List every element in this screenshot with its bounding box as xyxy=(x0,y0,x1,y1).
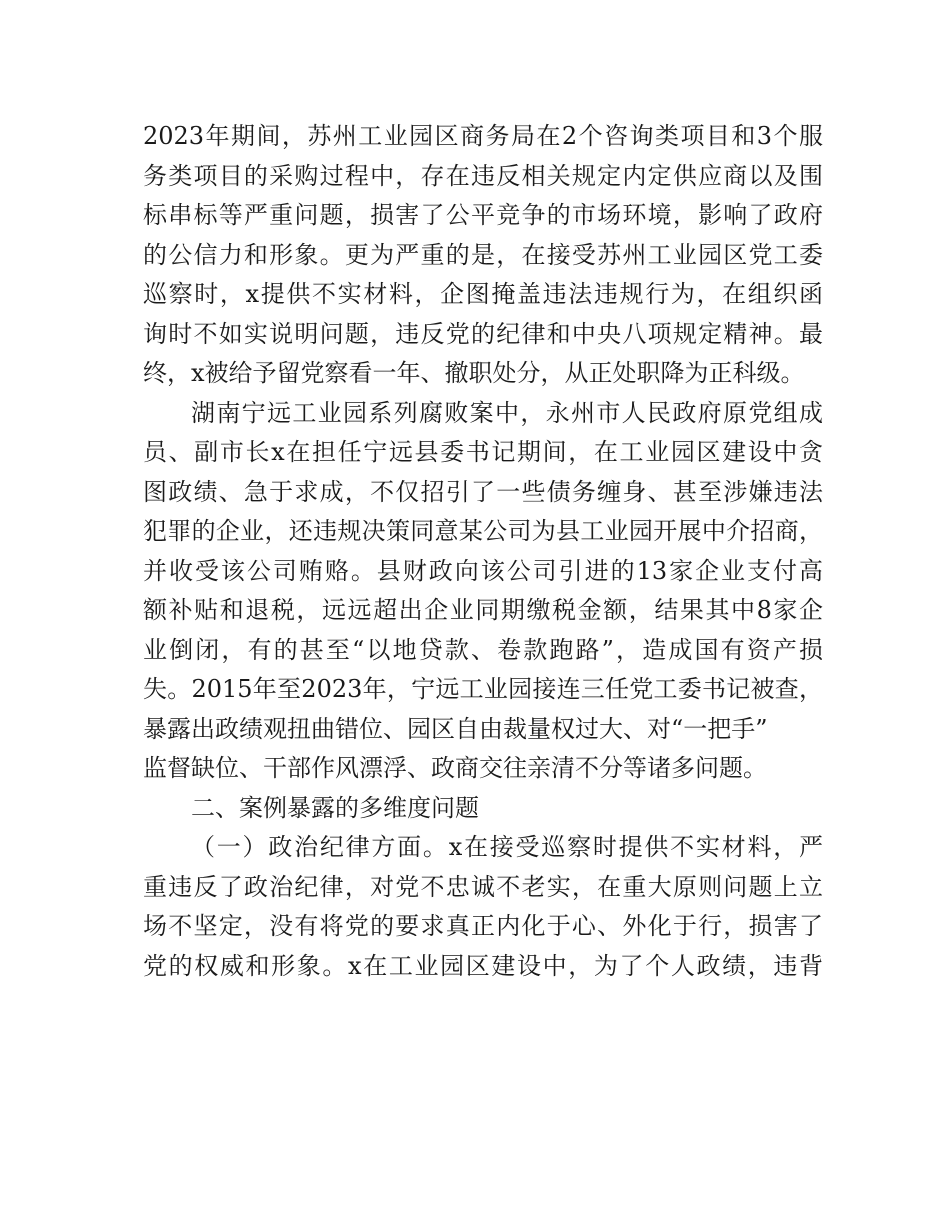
paragraph-political-discipline xyxy=(143,828,823,986)
text-line: （一）政治纪律方面。x在接受巡察时提供不实材料，严 xyxy=(191,833,823,861)
text-line: 失。2015年至2023年，宁远工业园接连三任党工委书记被查， xyxy=(143,675,823,703)
text-line: 湖南宁远工业园系列腐败案中，永州市人民政府原党组成 xyxy=(191,398,823,427)
text-line: 业倒闭，有的甚至“以地贷款、卷款跑路”，造成国有资产损 xyxy=(143,635,823,664)
text-line: 标串标等严重问题，损害了公平竞争的市场环境，影响了政府 xyxy=(143,201,823,229)
text-line: 务类项目的采购过程中，存在违反相关规定内定供应商以及围 xyxy=(143,161,823,190)
heading-line: 二、案例暴露的多维度问题 xyxy=(191,793,479,822)
text-line: 巡察时，x提供不实材料，企图掩盖违法违规行为，在组织函 xyxy=(143,280,823,308)
text-line: 员、副市长x在担任宁远县委书记期间，在工业园区建设中贪 xyxy=(143,438,823,466)
paragraph-suzhou-case xyxy=(143,117,823,394)
document-body xyxy=(143,117,823,986)
text-line: 2023年期间，苏州工业园区商务局在2个咨询类项目和3个服 xyxy=(143,122,823,150)
text-line: 的公信力和形象。更为严重的是，在接受苏州工业园区党工委 xyxy=(143,240,823,269)
text-line: 额补贴和退税，远远超出企业同期缴税金额，结果其中8家企 xyxy=(143,596,823,624)
section-heading xyxy=(143,789,823,829)
text-line: 监督缺位、干部作风漂浮、政商交往亲清不分等诸多问题。 xyxy=(143,754,767,782)
text-line: 并收受该公司贿赂。县财政向该公司引进的13家企业支付高 xyxy=(143,556,823,585)
text-line: 图政绩、急于求成，不仅招引了一些债务缠身、甚至涉嫌违法 xyxy=(143,477,823,506)
text-line: 场不坚定，没有将党的要求真正内化于心、外化于行，损害了 xyxy=(143,912,823,940)
paragraph-ningyuan-case xyxy=(143,394,823,789)
text-line: 重违反了政治纪律，对党不忠诚不老实，在重大原则问题上立 xyxy=(143,872,823,901)
text-line: 犯罪的企业，还违规决策同意某公司为县工业园开展中介招商， xyxy=(143,517,823,545)
text-line: 党的权威和形象。x在工业园区建设中，为了个人政绩，违背 xyxy=(143,951,823,980)
text-line: 暴露出政绩观扭曲错位、园区自由裁量权过大、对“一把手” xyxy=(143,714,768,743)
text-line: 终，x被给予留党察看一年、撤职处分，从正处职降为正科级。 xyxy=(143,359,805,387)
text-line: 询时不如实说明问题，违反党的纪律和中央八项规定精神。最 xyxy=(143,319,823,348)
